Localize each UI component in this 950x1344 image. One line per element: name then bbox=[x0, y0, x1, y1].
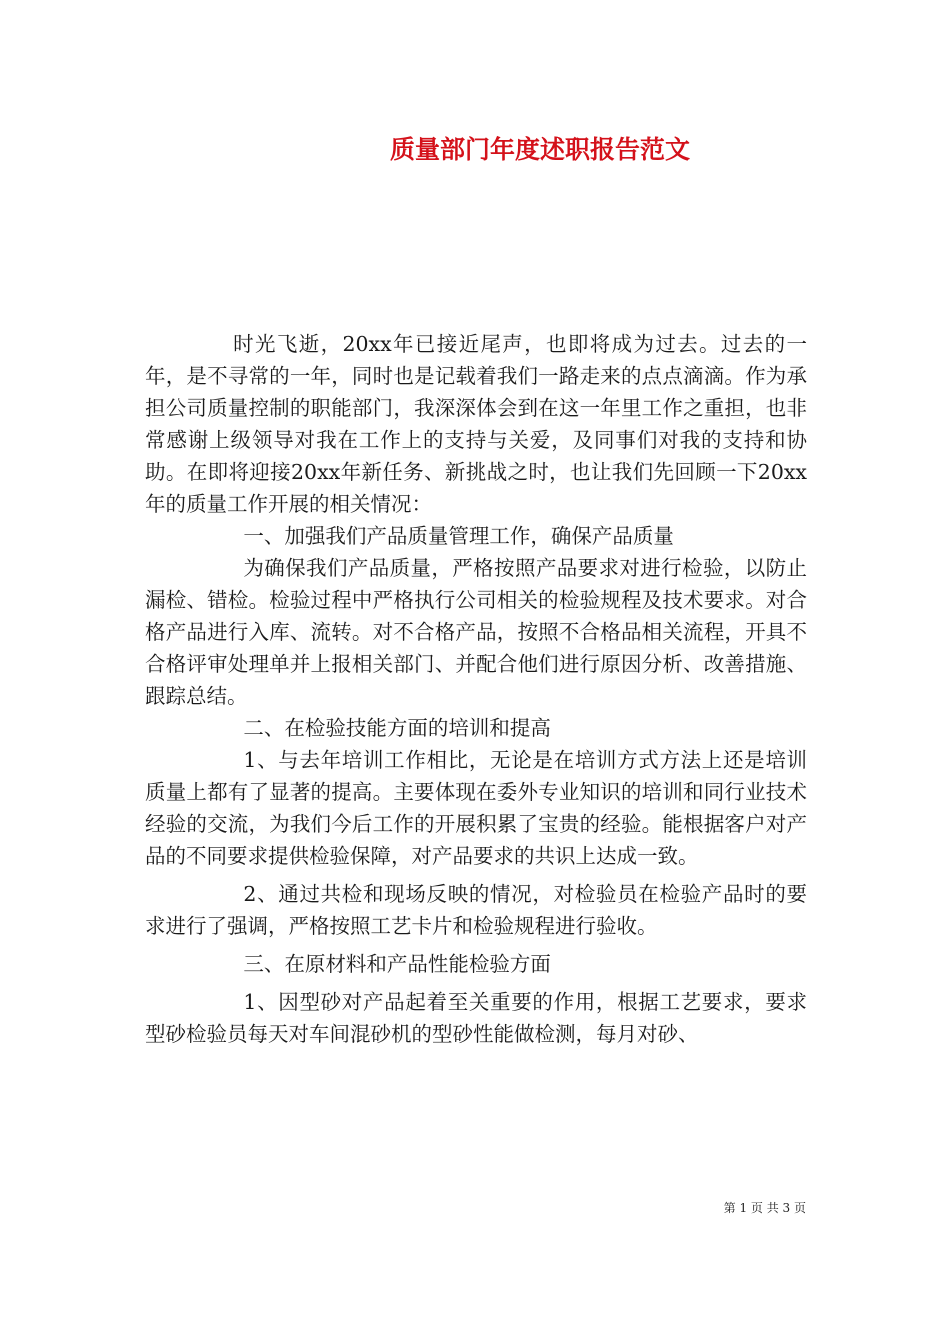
document-body bbox=[145, 328, 807, 1050]
document-title: 质量部门年度述职报告范文 bbox=[389, 135, 690, 164]
section-2-item-2: 2、通过共检和现场反映的情况，对检验员在检验产品时的要求进行了强调，严格按照工艺卡片和检验规程进行验收。 bbox=[145, 882, 807, 938]
intro-paragraph: 时光飞逝，20xx年已接近尾声，也即将成为过去。过去的一年，是不寻常的一年，同时也是记载着我们一路走来的点点滴滴。作为承担公司质量控制的职能部门，我深深体会到在这一年里工作之重担，也非常感谢上级领导对我在工作上的支持与关爱，及同事们对我的支持和协助。在即将迎接20xx年新任务、新挑战之时，也让我们先回顾一下20xx年的质量工作开展的相关情况： bbox=[145, 332, 807, 516]
section-heading-2: 二、在检验技能方面的培训和提高 bbox=[243, 716, 551, 740]
section-2-item-1: 1、与去年培训工作相比，无论是在培训方式方法上还是培训质量上都有了显著的提高。主要体现在委外专业知识的培训和同行业技术经验的交流，为我们今后工作的开展积累了宝贵的经验。能根据客户对产品的不同要求提供检验保障，对产品要求的共识上达成一致。 bbox=[145, 748, 807, 868]
section-heading-1: 一、加强我们产品质量管理工作，确保产品质量 bbox=[243, 524, 674, 548]
page-footer: 第 1 页 共 3 页 bbox=[723, 1201, 806, 1215]
section-1-paragraph: 为确保我们产品质量，严格按照产品要求对进行检验，以防止漏检、错检。检验过程中严格执行公司相关的检验规程及技术要求。对合格产品进行入库、流转。对不合格产品，按照不合格品相关流程，开具不合格评审处理单并上报相关部门、并配合他们进行原因分析、改善措施、跟踪总结。 bbox=[145, 556, 807, 708]
section-heading-3: 三、在原材料和产品性能检验方面 bbox=[243, 952, 551, 976]
section-3-item-1: 1、因型砂对产品起着至关重要的作用，根据工艺要求，要求型砂检验员每天对车间混砂机的型砂性能做检测，每月对砂、 bbox=[145, 990, 807, 1046]
